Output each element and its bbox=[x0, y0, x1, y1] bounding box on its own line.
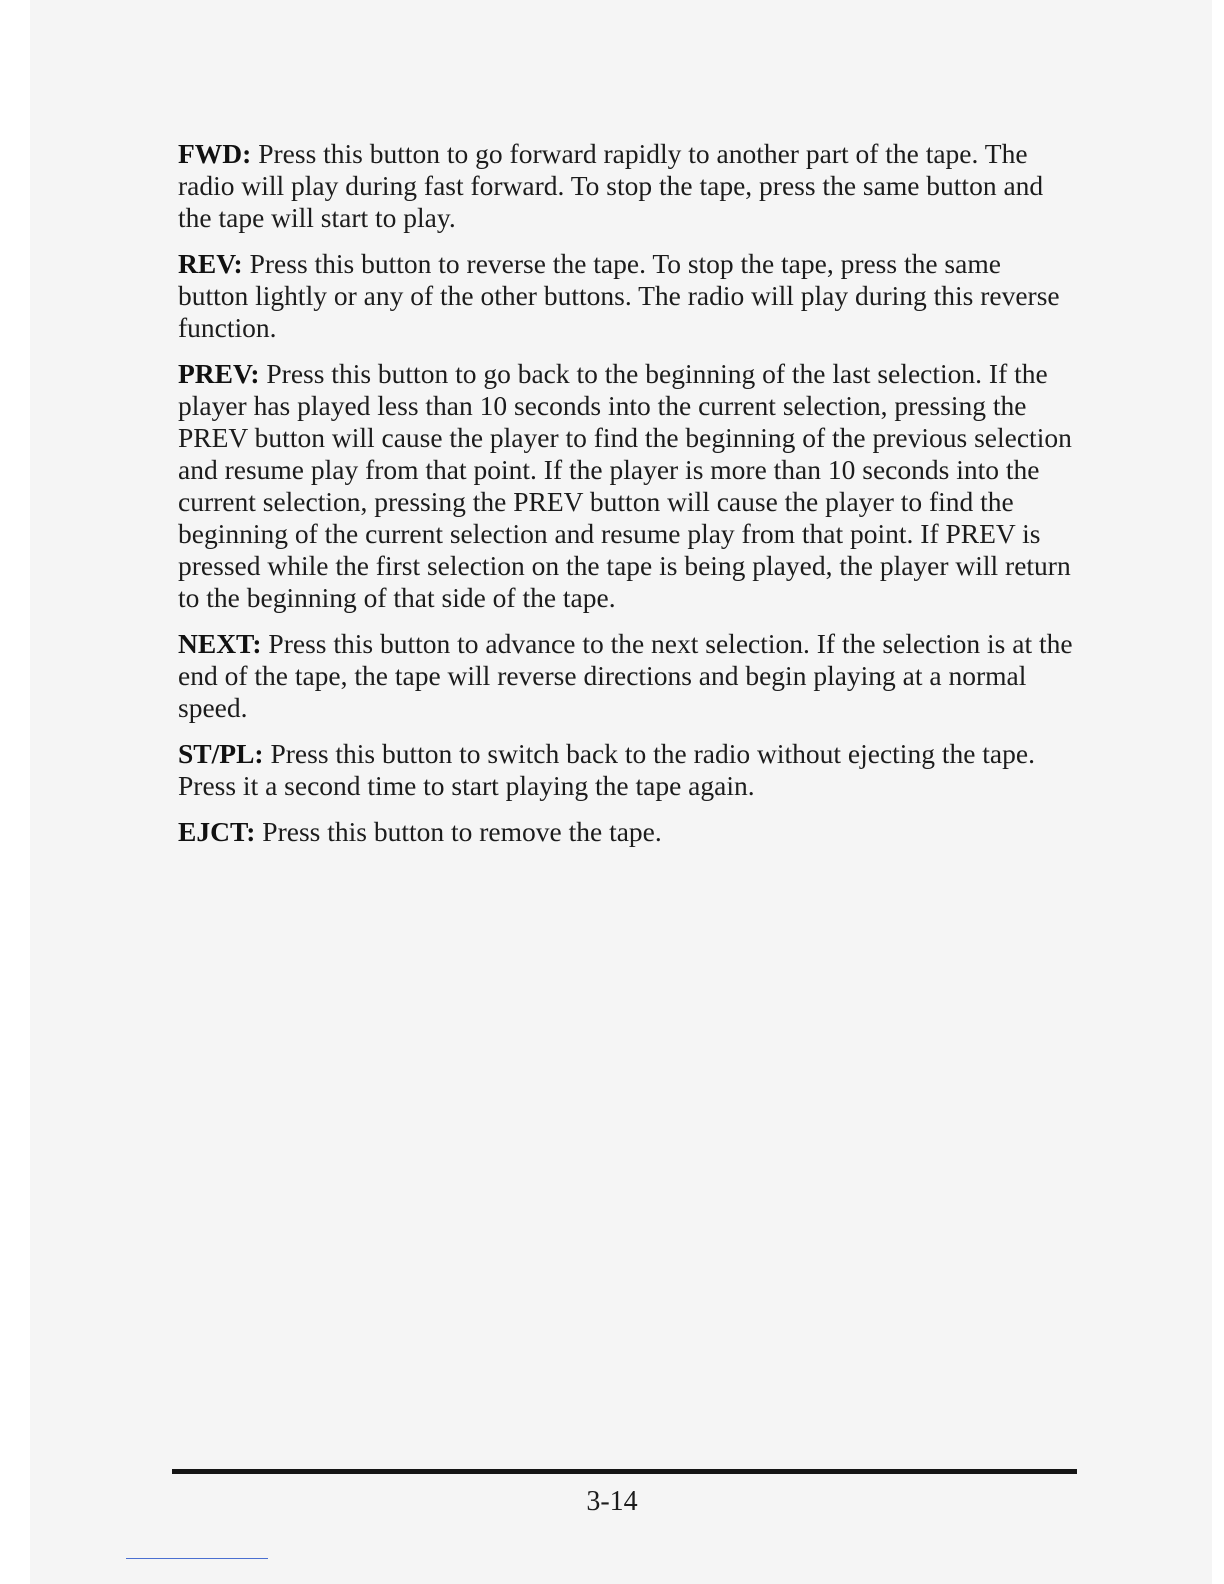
paragraph-st-pl bbox=[178, 738, 1078, 802]
page-margin-right bbox=[1212, 0, 1224, 1584]
description-st-pl: Press this button to switch back to the radio without ejecting the tape. Press it a second time to start playing the tape again. bbox=[178, 738, 1035, 801]
term-prev: PREV: bbox=[178, 358, 260, 389]
footer-rule bbox=[172, 1469, 1077, 1474]
paragraph-fwd bbox=[178, 138, 1078, 234]
paragraph-rev bbox=[178, 248, 1078, 344]
description-next: Press this button to advance to the next selection. If the selection is at the end of the tape, the tape will reverse directions and begin playing at a normal speed. bbox=[178, 628, 1073, 723]
description-rev: Press this button to reverse the tape. To stop the tape, press the same button lightly or any of the other buttons. The radio will play during this reverse function. bbox=[178, 248, 1060, 343]
description-ejct: Press this button to remove the tape. bbox=[255, 816, 662, 847]
bottom-link-underline bbox=[126, 1558, 268, 1559]
term-ejct: EJCT: bbox=[178, 816, 256, 847]
term-fwd: FWD: bbox=[178, 138, 252, 169]
paragraph-next bbox=[178, 628, 1078, 724]
term-rev: REV: bbox=[178, 248, 243, 279]
paragraph-ejct bbox=[178, 816, 1078, 848]
description-fwd: Press this button to go forward rapidly to another part of the tape. The radio will play during fast forward. To stop the tape, press the same button and the tape will start to play. bbox=[178, 138, 1044, 233]
term-next: NEXT: bbox=[178, 628, 262, 659]
description-prev: Press this button to go back to the beginning of the last selection. If the player has played less than 10 seconds into the current selection, pressing the PREV button will cause the player to find the beginning of the previous selection and resume play from that point. If the player is more than 10 seconds into the current selection, pressing the PREV button will cause the player to find the beginning of the current selection and resume play from that point. If PREV is pressed while the first selection on the tape is being played, the player will return to the beginning of that side of the tape. bbox=[178, 358, 1072, 613]
document-body bbox=[178, 138, 1078, 862]
page-number: 3-14 bbox=[586, 1486, 638, 1517]
term-st-pl: ST/PL: bbox=[178, 738, 264, 769]
paragraph-prev bbox=[178, 358, 1078, 614]
page-margin-left bbox=[0, 0, 30, 1584]
